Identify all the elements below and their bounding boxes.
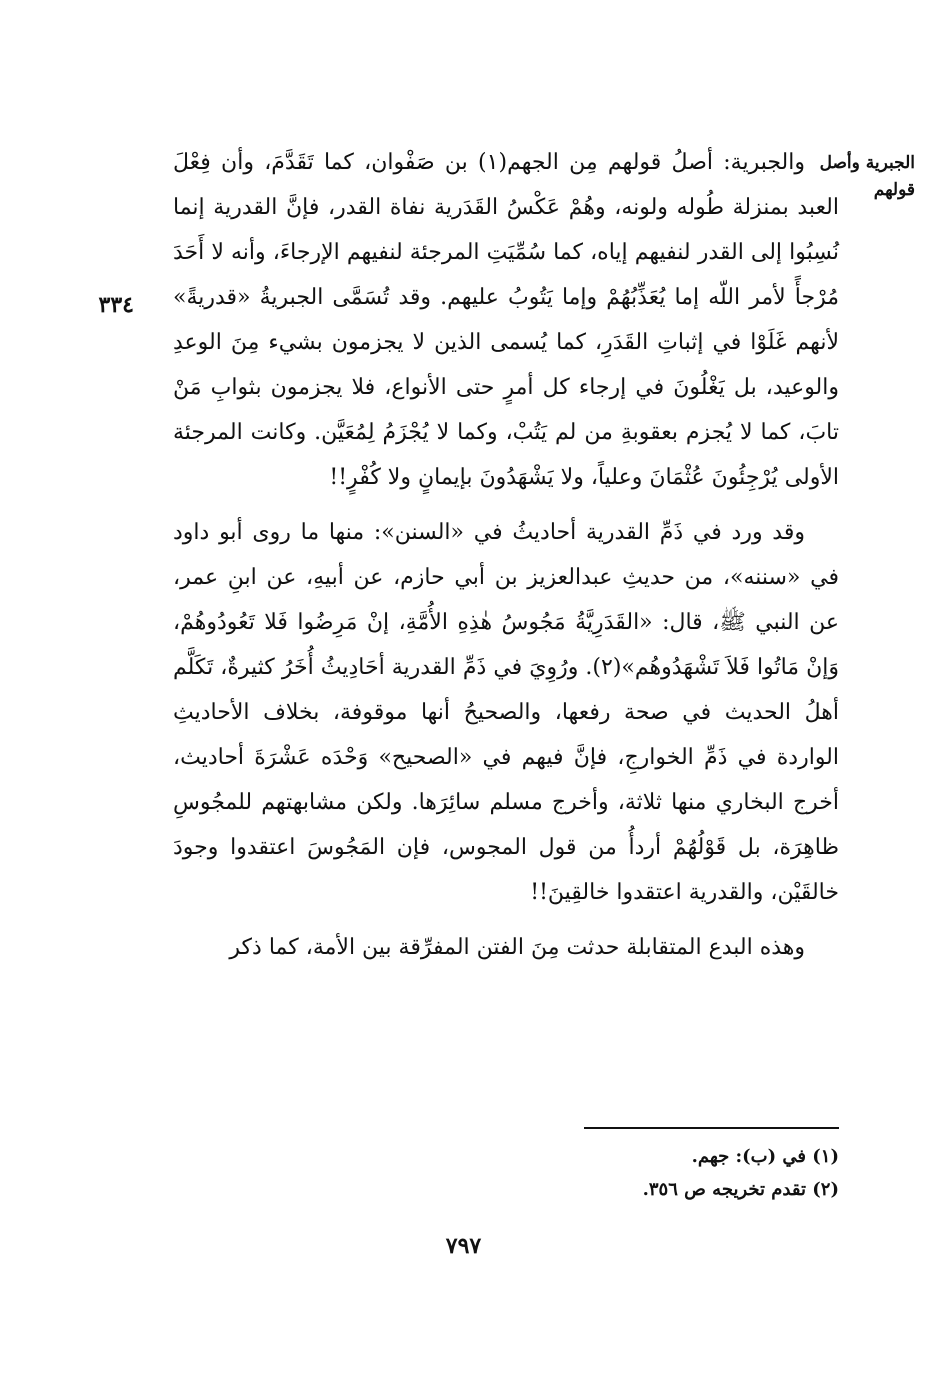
margin-heading: الجبرية وأصل قولهم <box>819 153 915 200</box>
paragraph-jabriya: والجبرية: أصلُ قولهم مِن الجهم(١) بن صَفْوان، كما تَقَدَّمَ، وأن فِعْلَ العبد بمنزلة طُوله ولونه، وهُمْ عَكْسُ القَدَرية نفاة القدر، فإنَّ القدرية إنما نُسِبُوا إلى القدر لنفيهم إياه، كما سُمِّيَتِ المرجئة لنفيهم الإرجاءَ، وأنه لا أَحَدَ مُرْجأً لأمر اللّه إما يُعَذِّبُهُمْ وإما يَتُوبُ عليهم. وقد تُسَمَّى الجبريةُ «قدريةً» لأنهم غَلَوْا في إثباتِ القَدَرِ، كما يُسمى الذين لا يجزمون بشيء مِنَ الوعدِ والوعيد، بل يَغْلُونَ في إرجاء كل أمرٍ حتى الأنواع، فلا يجزمون بثوابِ مَنْ تابَ، كما لا يُجزم بعقوبةِ من لم يَتُبْ، وكما لا يُجْزَمُ لِمُعَيَّن. وكانت المرجئة الأولى يُرْجِئُونَ عُثْمَانَ وعلياً، ولا يَشْهَدُونَ بإيمانٍ ولا كُفْرٍ!! <box>173 150 839 490</box>
main-text <box>173 140 839 970</box>
page-number: ٧٩٧ <box>445 1233 482 1259</box>
footnote-divider <box>584 1127 839 1129</box>
margin-page-reference: ٣٣٤ <box>98 292 134 318</box>
paragraph-bida: وهذه البدع المتقابلة حدثت مِنَ الفتن المفرِّقة بين الأمة، كما ذكر <box>229 935 805 960</box>
footnotes <box>173 1140 839 1206</box>
footnote-item: (٢) تقدم تخريجه ص ٣٥٦. <box>642 1179 839 1200</box>
paragraph-qadariya-hadith: وقد ورد في ذَمِّ القدرية أحاديثُ في «السنن»: منها ما روى أبو داود في «سننه»، من حديثِ عبدالعزيز بن أبي حازم، عن أبيهِ، عن ابنِ عمر، عن النبي ﷺ، قال: «القَدَرِيَّةُ مَجُوسُ هٰذِهِ الأُمَّةِ، إنْ مَرِضُوا فَلا تَعُودُوهُمْ، وَإنْ مَاتُوا فَلاَ تَشْهَدُوهُم»(٢). ورُوِيَ في ذَمِّ القدرية أحَادِيثُ أُخَرُ كثيرةٌ، تَكَلَّم أهلُ الحديث في صحة رفعها، والصحيحُ أنها موقوفة، بخلاف الأحاديثِ الواردة في ذَمِّ الخوارجِ، فإنَّ فيهم في «الصحيح» وَحْدَه عَشْرَةَ أحاديث، أخرج البخاري منها ثلاثة، وأخرج مسلم سائِرَها. ولكن مشابهتهم للمجُوسِ ظاهِرَة، بل قَوْلُهُمْ أردأُ من قول المجوس، فإن المَجُوسَ اعتقدوا وجودَ خالقَيْن، والقدرية اعتقدوا خالقِينَ!! <box>173 520 840 905</box>
footnote-item: (١) في (ب): جهم. <box>691 1146 839 1167</box>
